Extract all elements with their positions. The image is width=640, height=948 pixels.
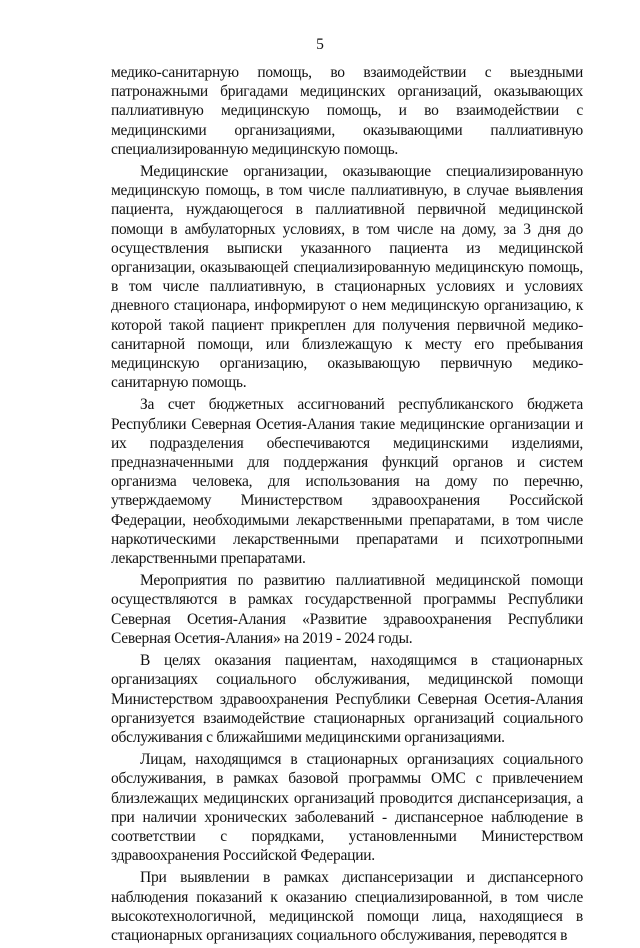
- paragraph-social-organizations: В целях оказания пациентам, находящимся в стационарных организациях социального обслуживания, медицинской помощи Министерством здравоохранения Республики Северная Осетия-Алания организуется взаимодействие стационарных организаций социального обслуживания с ближайшими медицинскими организациями.: [111, 652, 583, 746]
- paragraph-transfer: При выявлении в рамках диспансеризации и диспансерного наблюдения показаний к оказанию специализированной, в том числе высокотехнологичной, медицинской помощи лица, находящиеся в стационарных организациях социального обслуживания, переводятся в: [111, 869, 583, 944]
- paragraph-continuation: медико-санитарную помощь, во взаимодействии с выездными патронажными бригадами медицинских организаций, оказывающих паллиативную медицинскую помощь, и во взаимодействии с медицинскими организациями, оказывающими паллиативную специализированную медицинскую помощь.: [111, 64, 583, 158]
- document-body: [111, 63, 583, 948]
- paragraph-specialized-care: Медицинские организации, оказывающие специализированную медицинскую помощь, в том числе паллиативную, в случае выявления пациента, нуждающегося в паллиативной первичной медицинской помощи в амбулаторных условиях, в том числе на дому, за 3 дня до осуществления выписки указанного пациента из медицинской организации, оказывающей специализированную медицинскую помощь, в том числе паллиативную, в стационарных условиях и условиях дневного стационара, информируют о нем медицинскую организацию, к которой такой пациент прикреплен для получения первичной медико-санитарной помощи, или близлежащую к месту его пребывания медицинскую организацию, оказывающую первичную медико-санитарную помощь.: [111, 163, 583, 392]
- paragraph-state-program: Мероприятия по развитию паллиативной медицинской помощи осуществляются в рамках государственной программы Республики Северная Осетия-Алания «Развитие здравоохранения Республики Северная Осетия-Алания» на 2019 - 2024 годы.: [111, 572, 583, 647]
- paragraph-dispensarization: Лицам, находящимся в стационарных организациях социального обслуживания, в рамках базовой программы ОМС с привлечением близлежащих медицинских организаций проводится диспансеризация, а при наличии хронических заболеваний - диспансерное наблюдение в соответствии с порядками, установленными Министерством здравоохранения Российской Федерации.: [111, 751, 583, 865]
- page-number: 5: [316, 36, 324, 53]
- paragraph-budget-funding: За счет бюджетных ассигнований республиканского бюджета Республики Северная Осетия-Алания такие медицинские организации и их подразделения обеспечиваются медицинскими изделиями, предназначенными для поддержания функций органов и систем организма человека, для использования на дому по перечню, утверждаемому Министерством здравоохранения Российской Федерации, необходимыми лекарственными препаратами, в том числе наркотическими лекарственными препаратами и психотропными лекарственными препаратами.: [111, 396, 583, 568]
